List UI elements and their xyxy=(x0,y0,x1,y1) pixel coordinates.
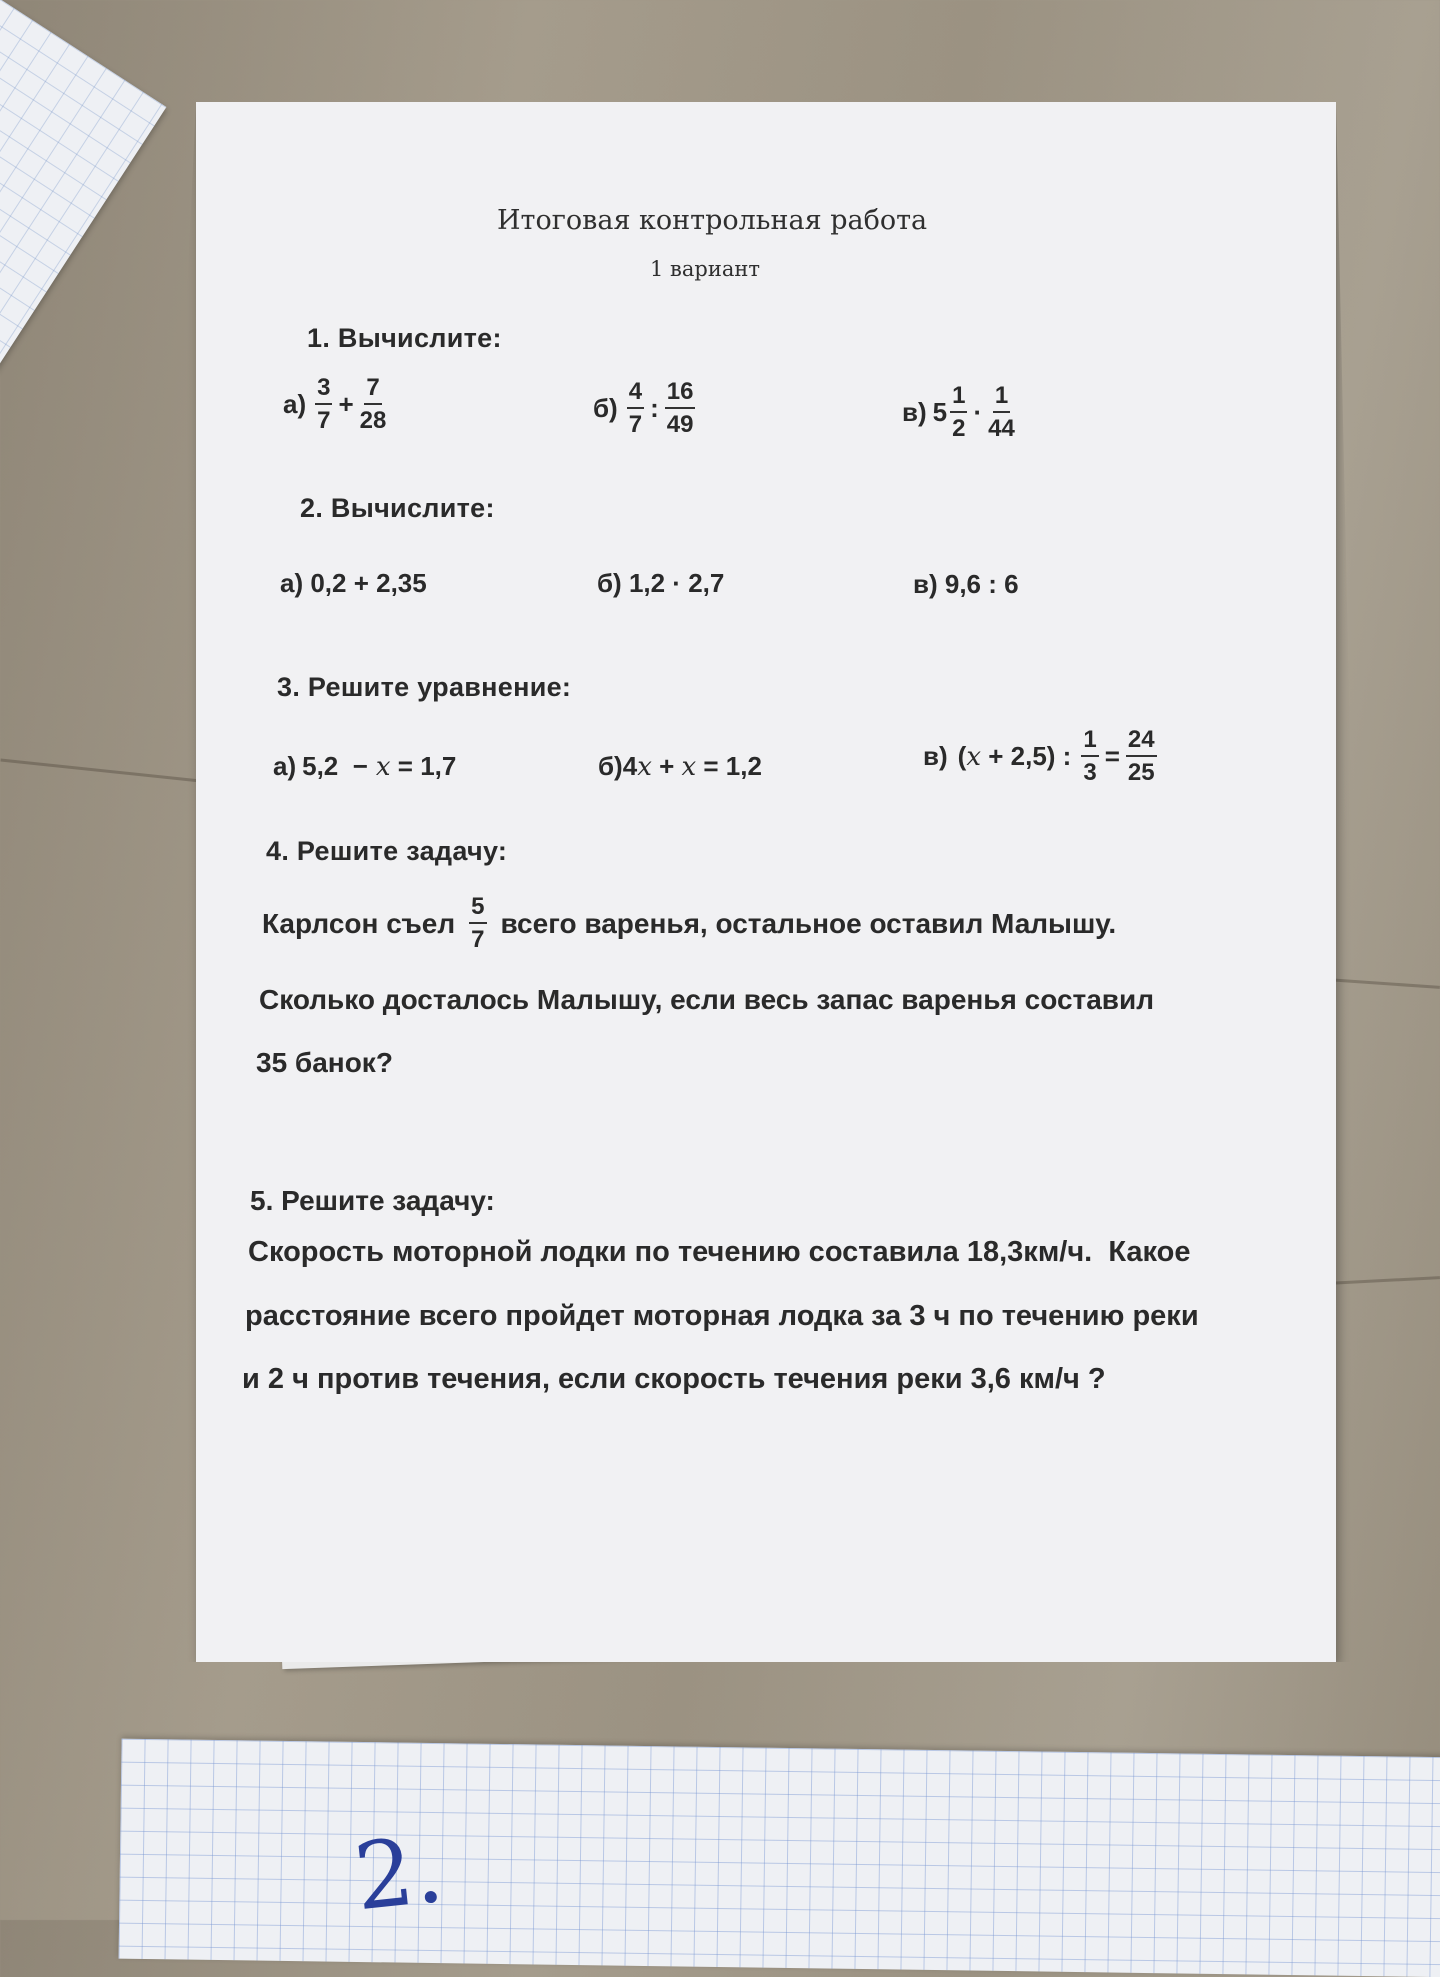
task5-line2: расстояние всего пройдет моторная лодка за 3 ч по течению реки xyxy=(245,1300,1199,1332)
operator: + xyxy=(338,389,354,419)
variant-label: 1 вариант xyxy=(650,257,760,281)
operator: = xyxy=(1104,741,1120,771)
fraction: $\frac{1}{3}$ xyxy=(1083,726,1097,786)
task3-title: 3. Решите уравнение: xyxy=(277,672,572,702)
task2-b: б) 1,2 · 2,7 xyxy=(597,568,725,598)
task1-a xyxy=(283,376,389,433)
wood-grain xyxy=(0,759,219,785)
fraction: $\frac{4}{7}$ xyxy=(628,378,643,438)
task2-a: а) 0,2 + 2,35 xyxy=(280,568,427,598)
variable-x: x xyxy=(681,751,697,782)
notebook-top xyxy=(0,0,166,426)
item-label: а) xyxy=(283,389,307,419)
fraction: $\frac{24}{25}$ xyxy=(1127,726,1155,786)
task2-c: в) 9,6 : 6 xyxy=(913,569,1019,599)
variable-x: x xyxy=(637,751,652,782)
fraction: $\frac{7}{28}$ xyxy=(359,374,387,434)
notebook-bottom xyxy=(119,1739,1440,1977)
fraction: $\frac{3}{7}$ xyxy=(317,374,331,434)
task4-title: 4. Решите задачу: xyxy=(266,836,508,866)
page-title: Итоговая контрольная работа xyxy=(497,205,928,236)
task1-title: 1. Вычислите: xyxy=(307,323,502,353)
task1-b xyxy=(593,380,698,437)
task2-title: 2. Вычислите: xyxy=(300,493,495,523)
item-label: б) xyxy=(593,393,618,423)
task5-title: 5. Решите задачу: xyxy=(250,1185,495,1216)
item-label: в) xyxy=(902,397,927,427)
whole-number: 5 xyxy=(932,397,948,427)
task3-c: в) ( x + 2,5) : $\frac{1}{3}$ = $\frac{24}{25}$ xyxy=(923,726,1155,786)
item-label: в) xyxy=(923,741,948,771)
item-label: а) xyxy=(273,751,297,781)
task5-line3: и 2 ч против течения, если скорость течения реки 3,6 км/ч ? xyxy=(242,1363,1106,1395)
task1-c xyxy=(902,384,1018,441)
fraction: $\frac{1}{2}$ xyxy=(952,382,966,442)
operator: : xyxy=(650,393,659,423)
task5-line1: Скорость моторной лодки по течению составила 18,3км/ч. Какое xyxy=(248,1236,1191,1268)
fraction: $\frac{16}{49}$ xyxy=(666,378,694,438)
operator: · xyxy=(973,397,983,427)
task4-line2: Сколько досталось Малышу, если весь запас варенья составил xyxy=(259,984,1155,1015)
task4-line1: Карлсон съел $\frac{5}{7}$ всего варенья, остальное оставил Малышу. xyxy=(262,893,1117,953)
item-label: б) xyxy=(598,751,623,781)
task3-a: а) 5,2 − x = 1,7 xyxy=(273,751,457,782)
variable-x: x xyxy=(966,741,981,772)
variable-x: x xyxy=(375,751,391,782)
task3-b: б) 4 x + x = 1,2 xyxy=(598,751,762,782)
fraction: $\frac{1}{44}$ xyxy=(988,382,1015,442)
handwritten-number: 2. xyxy=(349,1815,449,1932)
fraction: $\frac{5}{7}$ xyxy=(471,893,485,953)
task4-line3: 35 банок? xyxy=(256,1047,393,1078)
